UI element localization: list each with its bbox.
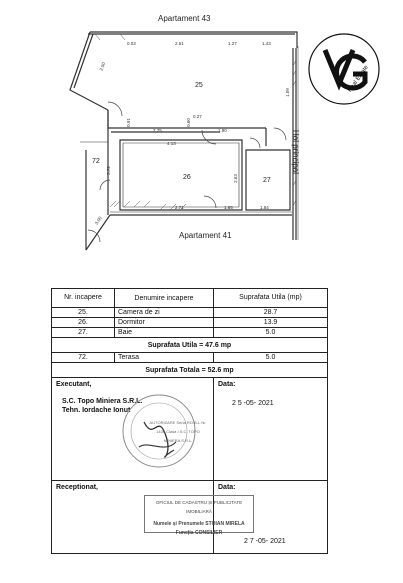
areas-table xyxy=(51,288,328,554)
row-nr: 25. xyxy=(52,308,115,318)
table-row xyxy=(52,353,328,363)
room-number: 25 xyxy=(195,82,203,89)
table-row xyxy=(52,328,328,338)
label-apartament-43: Apartament 43 xyxy=(158,14,211,23)
row-area: 28.7 xyxy=(214,308,328,318)
dimension-label: 3.00 xyxy=(93,215,103,226)
dimension-label: 0.91 xyxy=(125,118,131,127)
table-row xyxy=(52,318,328,328)
header-suprafata: Suprafata Utila (mp) xyxy=(214,289,328,308)
grand-total: Suprafata Totala = 52.6 mp xyxy=(52,363,328,378)
room-number: 26 xyxy=(183,174,191,181)
table-row xyxy=(52,308,328,318)
label-hol-principal: Hol principal xyxy=(291,130,300,175)
executant-cell xyxy=(52,378,214,481)
dimension-label: 1.27 xyxy=(228,41,237,46)
receptionat-date-cell xyxy=(214,481,328,554)
dimension-label: 2.61 xyxy=(175,41,184,46)
table-header-row xyxy=(52,289,328,308)
row-nr: 72. xyxy=(52,353,115,363)
executant-person: Tehn. Iordache Ionut xyxy=(62,407,131,414)
receptionat-label: Receptionat, xyxy=(56,484,99,491)
executant-label: Executant, xyxy=(56,381,92,388)
row-area: 5.0 xyxy=(214,353,328,363)
stamp-line: OFICIUL DE CADASTRU ȘI PUBLICITATE IMOBILIARĂ xyxy=(155,500,243,514)
row-nr: 27. xyxy=(52,328,115,338)
dimension-label: 1.09 xyxy=(284,88,290,97)
dimension-label: 1.43 xyxy=(262,41,271,46)
row-name: Baie xyxy=(115,328,214,338)
row-nr: 26. xyxy=(52,318,115,328)
dimension-label: 2.75 xyxy=(153,128,162,133)
data-label: Data: xyxy=(218,484,236,491)
logo-emblem xyxy=(307,32,381,106)
header-nr: Nr. incapere xyxy=(52,289,115,308)
dimension-label: 1.84 xyxy=(260,205,269,210)
dimension-label: 0.27 xyxy=(193,114,202,119)
row-area: 13.9 xyxy=(214,318,328,328)
row-name: Camera de zi xyxy=(115,308,214,318)
stamp-line: Funcția CONSILIER xyxy=(175,530,223,536)
row-area: 5.0 xyxy=(214,328,328,338)
dimension-label: 2.63 xyxy=(232,174,238,183)
dimension-label: 1.90 xyxy=(218,128,227,133)
header-denumire: Denumire incapere xyxy=(115,289,214,308)
stamp-line: Numele și Prenumele STOIAN MIRELA xyxy=(153,521,245,527)
dimension-label: 3.72 xyxy=(105,166,111,175)
executant-date: 2 5 -05- 2021 xyxy=(232,400,274,407)
logo-text: Real Estate xyxy=(347,64,370,94)
receptionat-row xyxy=(52,481,328,554)
stamp-text: AUTORIZARE Seria RO-B-L Nr. 1436 Clasa I S.C. TOPO MINIERA S.R.L. xyxy=(149,420,207,443)
row-name: Dormitor xyxy=(115,318,214,328)
dimension-label: 4.13 xyxy=(167,141,176,146)
room-number: 72 xyxy=(92,158,100,165)
label-apartament-41: Apartament 41 xyxy=(179,231,232,240)
dimension-label: 1.65 xyxy=(224,205,233,210)
row-name: Terasa xyxy=(115,353,214,363)
executant-row xyxy=(52,378,328,481)
dimension-label: 0.60 xyxy=(185,118,191,127)
util-total-row xyxy=(52,338,328,353)
dimension-label: 0.03 xyxy=(127,41,136,46)
receptionat-date: 2 7 -05- 2021 xyxy=(244,538,286,545)
dimension-label: 2.50 xyxy=(98,61,107,72)
util-total: Suprafata Utila = 47.6 mp xyxy=(52,338,328,353)
executant-date-cell xyxy=(214,378,328,481)
dimension-label: 2.71 xyxy=(175,205,184,210)
real-estate-logo xyxy=(307,32,381,106)
grand-total-row xyxy=(52,363,328,378)
room-number: 27 xyxy=(263,177,271,184)
data-label: Data: xyxy=(218,381,236,388)
executant-company: S.C. Topo Miniera S.R.L. xyxy=(62,398,143,405)
